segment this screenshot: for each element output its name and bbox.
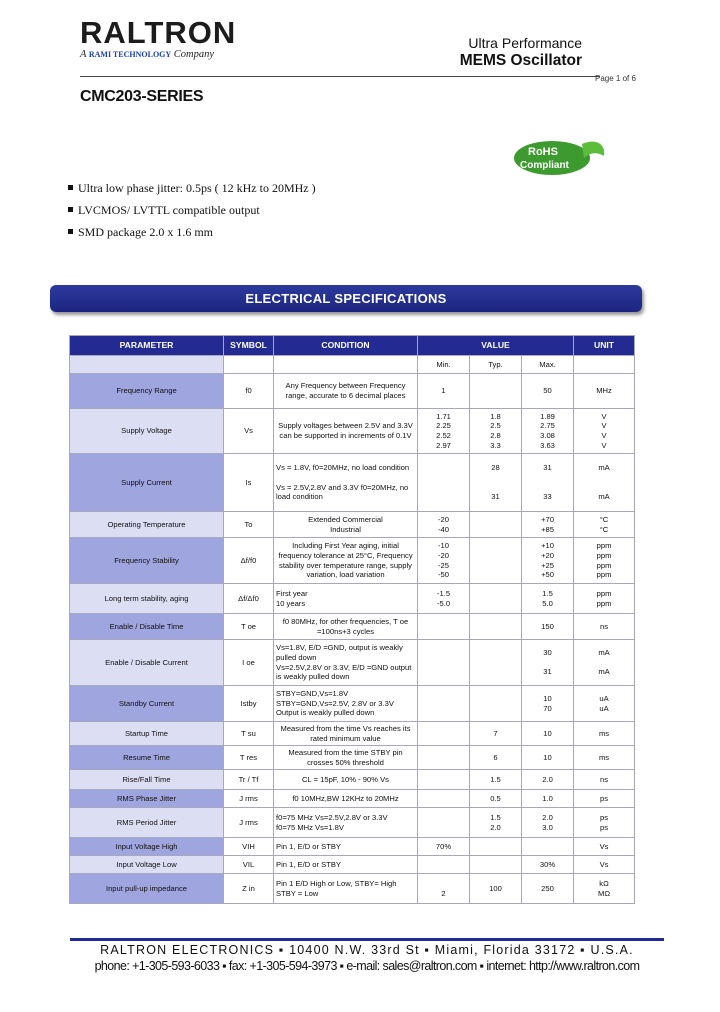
table-row: [70, 640, 635, 686]
typ-cell: [470, 374, 522, 409]
symbol-cell: Istby: [224, 686, 274, 722]
symbol-cell: Δf/f0: [224, 538, 274, 584]
condition-cell: Vs = 1.8V, f0=20MHz, no load condition Vs = 2.5V,2.8V and 3.3V f0=20MHz, no load condition: [274, 454, 418, 512]
max-cell: 10: [522, 746, 574, 770]
min-cell: 1.71 2.25 2.52 2.97: [418, 409, 470, 454]
condition-cell: Pin 1, E/D or STBY: [274, 856, 418, 874]
table-header-row: [70, 336, 635, 356]
max-cell: 2.0: [522, 770, 574, 790]
max-cell: 30%: [522, 856, 574, 874]
unit-cell: Vs: [574, 838, 635, 856]
footer-address: RALTRON ELECTRONICS ▪ 10400 N.W. 33rd St ▪ Miami, Florida 33172 ▪ U.S.A.: [100, 943, 634, 957]
unit-cell: °C °C: [574, 512, 635, 538]
symbol-cell: T su: [224, 722, 274, 746]
max-cell: 50: [522, 374, 574, 409]
min-cell: [418, 454, 470, 512]
condition-cell: Vs=1.8V, E/D =GND, output is weakly pulled down Vs=2.5V,2.8V or 3.3V, E/D =GND output is weakly pulled down: [274, 640, 418, 686]
subheader-typ: Typ.: [470, 356, 522, 374]
max-cell: 10 70: [522, 686, 574, 722]
condition-cell: First year 10 years: [274, 584, 418, 614]
typ-cell: [470, 614, 522, 640]
condition-cell: Measured from the time Vs reaches its rated minimum value: [274, 722, 418, 746]
max-cell: 31 33: [522, 454, 574, 512]
symbol-cell: To: [224, 512, 274, 538]
table-row: [70, 790, 635, 808]
feature-list: [68, 180, 316, 246]
condition-cell: Any Frequency between Frequency range, accurate to 6 decimal places: [274, 374, 418, 409]
condition-cell: STBY=GND,Vs=1.8V STBY=GND,Vs=2.5V, 2.8V or 3.3V Output is weakly pulled down: [274, 686, 418, 722]
unit-cell: ns: [574, 614, 635, 640]
title-line1: Ultra Performance: [468, 35, 582, 51]
min-cell: [418, 770, 470, 790]
max-cell: 1.5 5.0: [522, 584, 574, 614]
unit-cell: mA mA: [574, 640, 635, 686]
unit-cell: ms: [574, 722, 635, 746]
table-row: [70, 614, 635, 640]
min-cell: -1.5 -5.0: [418, 584, 470, 614]
table-row: [70, 454, 635, 512]
unit-cell: ms: [574, 746, 635, 770]
condition-cell: Including First Year aging, initial frequency tolerance at 25°C, Frequency stability over temperature range, supply variation, load variation: [274, 538, 418, 584]
max-cell: 1.89 2.75 3.08 3.63: [522, 409, 574, 454]
table-row: [70, 374, 635, 409]
typ-cell: 1.8 2.5 2.8 3.3: [470, 409, 522, 454]
typ-cell: [470, 838, 522, 856]
symbol-cell: Is: [224, 454, 274, 512]
symbol-cell: Z in: [224, 874, 274, 904]
symbol-cell: I oe: [224, 640, 274, 686]
parameter-cell: Frequency Range: [70, 374, 224, 409]
symbol-cell: VIL: [224, 856, 274, 874]
max-cell: +10 +20 +25 +50: [522, 538, 574, 584]
title-line2: MEMS Oscillator: [459, 52, 582, 69]
min-cell: [418, 856, 470, 874]
typ-cell: [470, 584, 522, 614]
min-cell: -20 -40: [418, 512, 470, 538]
table-row: [70, 874, 635, 904]
condition-cell: Measured from the time STBY pin crosses 50% threshold: [274, 746, 418, 770]
typ-cell: 28 31: [470, 454, 522, 512]
condition-cell: Supply voltages between 2.5V and 3.3V can be supported in increments of 0.1V: [274, 409, 418, 454]
page-number: Page 1 of 6: [595, 74, 636, 83]
logo-tagline: A RAMI TECHNOLOGY Company: [80, 49, 215, 60]
parameter-cell: RMS Period Jitter: [70, 808, 224, 838]
min-cell: [418, 722, 470, 746]
table-row: [70, 746, 635, 770]
min-cell: [418, 614, 470, 640]
parameter-cell: Input Voltage High: [70, 838, 224, 856]
table-row: [70, 838, 635, 856]
parameter-cell: Supply Current: [70, 454, 224, 512]
table-row: [70, 584, 635, 614]
table-subheader-row: [70, 356, 635, 374]
symbol-cell: J rms: [224, 808, 274, 838]
symbol-cell: Δf/Δf0: [224, 584, 274, 614]
subheader-max: Max.: [522, 356, 574, 374]
footer-contact: phone: +1-305-593-6033 ▪ fax: +1-305-594-3973 ▪ e-mail: sales@raltron.com ▪ internet: http://www.raltron.com: [94, 959, 640, 973]
parameter-cell: Input Voltage Low: [70, 856, 224, 874]
section-banner: ELECTRICAL SPECIFICATIONS: [50, 285, 642, 312]
typ-cell: 100: [470, 874, 522, 904]
table-row: [70, 856, 635, 874]
typ-cell: [470, 512, 522, 538]
table-row: [70, 770, 635, 790]
unit-cell: MHz: [574, 374, 635, 409]
unit-cell: ppm ppm ppm ppm: [574, 538, 635, 584]
unit-cell: Vs: [574, 856, 635, 874]
min-cell: -10 -20 -25 -50: [418, 538, 470, 584]
unit-cell: ppm ppm: [574, 584, 635, 614]
feature-item: SMD package 2.0 x 1.6 mm: [68, 224, 316, 246]
condition-cell: f0=75 MHz Vs=2.5V,2.8V or 3.3V f0=75 MHz Vs=1.8V: [274, 808, 418, 838]
parameter-cell: Enable / Disable Current: [70, 640, 224, 686]
table-row: [70, 722, 635, 746]
condition-cell: f0 80MHz, for other frequencies, T oe =100ns+3 cycles: [274, 614, 418, 640]
typ-cell: 1.5 2.0: [470, 808, 522, 838]
table-row: [70, 538, 635, 584]
condition-cell: f0 10MHz,BW 12KHz to 20MHz: [274, 790, 418, 808]
parameter-cell: Resume Time: [70, 746, 224, 770]
typ-cell: 6: [470, 746, 522, 770]
unit-cell: kΩ MΩ: [574, 874, 635, 904]
symbol-cell: T oe: [224, 614, 274, 640]
typ-cell: [470, 538, 522, 584]
min-cell: [418, 790, 470, 808]
series-title: CMC203-SERIES: [80, 88, 204, 105]
typ-cell: [470, 856, 522, 874]
condition-cell: Extended Commercial Industrial: [274, 512, 418, 538]
max-cell: 250: [522, 874, 574, 904]
spec-table: [69, 335, 635, 904]
min-cell: [418, 746, 470, 770]
typ-cell: [470, 686, 522, 722]
parameter-cell: Frequency Stability: [70, 538, 224, 584]
min-cell: [418, 640, 470, 686]
symbol-cell: Tr / Tf: [224, 770, 274, 790]
subheader-min: Min.: [418, 356, 470, 374]
max-cell: 30 31: [522, 640, 574, 686]
parameter-cell: Input pull-up impedance: [70, 874, 224, 904]
unit-cell: uA uA: [574, 686, 635, 722]
max-cell: [522, 838, 574, 856]
unit-cell: ps: [574, 790, 635, 808]
parameter-cell: Rise/Fall Time: [70, 770, 224, 790]
parameter-cell: Enable / Disable Time: [70, 614, 224, 640]
min-cell: 2: [418, 874, 470, 904]
unit-cell: mA mA: [574, 454, 635, 512]
feature-item: LVCMOS/ LVTTL compatible output: [68, 202, 316, 224]
table-row: [70, 808, 635, 838]
min-cell: [418, 686, 470, 722]
max-cell: +70 +85: [522, 512, 574, 538]
max-cell: 150: [522, 614, 574, 640]
logo-wordmark: RALTRON: [80, 15, 237, 50]
parameter-cell: Supply Voltage: [70, 409, 224, 454]
header-condition: CONDITION: [274, 336, 418, 356]
header-unit: UNIT: [574, 336, 635, 356]
header-parameter: PARAMETER: [70, 336, 224, 356]
max-cell: 2.0 3.0: [522, 808, 574, 838]
parameter-cell: Long term stability, aging: [70, 584, 224, 614]
condition-cell: Pin 1, E/D or STBY: [274, 838, 418, 856]
header-symbol: SYMBOL: [224, 336, 274, 356]
table-row: [70, 512, 635, 538]
symbol-cell: J rms: [224, 790, 274, 808]
typ-cell: 7: [470, 722, 522, 746]
min-cell: [418, 808, 470, 838]
max-cell: 1.0: [522, 790, 574, 808]
min-cell: 70%: [418, 838, 470, 856]
typ-cell: 0.5: [470, 790, 522, 808]
rohs-badge: [512, 136, 608, 178]
typ-cell: [470, 640, 522, 686]
header-value: VALUE: [418, 336, 574, 356]
typ-cell: 1.5: [470, 770, 522, 790]
condition-cell: CL = 15pF, 10% - 90% Vs: [274, 770, 418, 790]
rohs-compliant-text: Compliant: [520, 160, 569, 171]
document-title: [460, 35, 582, 70]
header-divider: [80, 76, 600, 77]
unit-cell: ns: [574, 770, 635, 790]
symbol-cell: Vs: [224, 409, 274, 454]
table-row: [70, 409, 635, 454]
feature-item: Ultra low phase jitter: 0.5ps ( 12 kHz to 20MHz ): [68, 180, 316, 202]
symbol-cell: f0: [224, 374, 274, 409]
min-cell: 1: [418, 374, 470, 409]
footer-divider: [70, 938, 664, 941]
max-cell: 10: [522, 722, 574, 746]
symbol-cell: T res: [224, 746, 274, 770]
condition-cell: Pin 1 E/D High or Low, STBY= High STBY = Low: [274, 874, 418, 904]
parameter-cell: Startup Time: [70, 722, 224, 746]
unit-cell: V V V V: [574, 409, 635, 454]
unit-cell: ps ps: [574, 808, 635, 838]
parameter-cell: RMS Phase Jitter: [70, 790, 224, 808]
rohs-text: RoHS: [528, 146, 558, 158]
raltron-logo: [80, 14, 245, 68]
symbol-cell: VIH: [224, 838, 274, 856]
parameter-cell: Operating Temperature: [70, 512, 224, 538]
parameter-cell: Standby Current: [70, 686, 224, 722]
table-row: [70, 686, 635, 722]
